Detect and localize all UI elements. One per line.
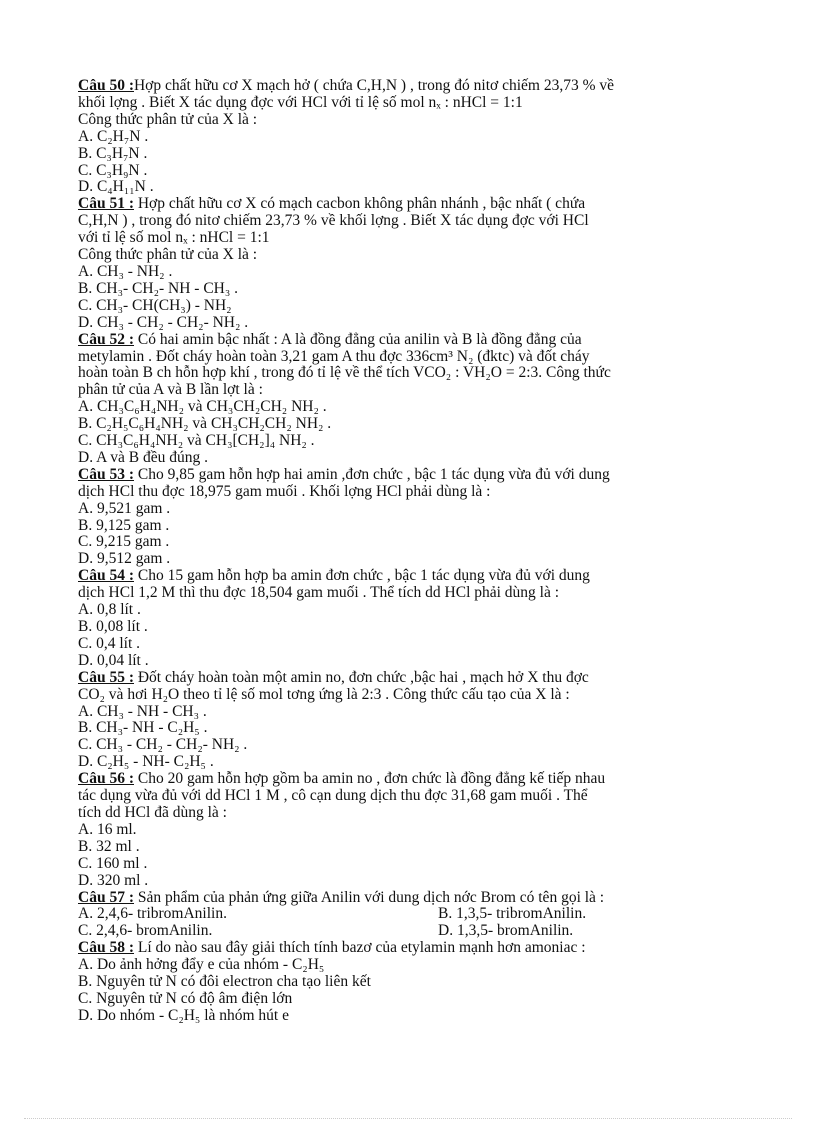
- q57-line-1: [78, 890, 738, 907]
- q53-option-d: D. 9,512 gam .: [78, 550, 171, 568]
- q56-text-2: tác dụng vừa đủ với dd HCl 1 M , cô cạn dung dịch thu đợc 31,68 gam muối . Thể: [78, 787, 588, 805]
- q54-option-b: B. 0,08 lít .: [78, 618, 148, 635]
- q55-label: Câu 55 :: [78, 668, 134, 686]
- q57-options-row-1: [78, 906, 738, 923]
- q54-label: Câu 54 :: [78, 567, 134, 585]
- q56-option-b: B. 32 ml .: [78, 837, 140, 855]
- q55-option-d: D. C₂H₅ - NH- C₂H₅ .: [78, 753, 214, 771]
- page-bottom-divider: [24, 1118, 792, 1119]
- q53-line-1: [78, 467, 738, 484]
- q55-option-b: B. CH₃- NH - C₂H₅ .: [78, 719, 208, 737]
- q51-text-1: Hợp chất hữu cơ X có mạch cacbon không phân nhánh , bậc nhất ( chứa: [133, 195, 586, 213]
- q57-option-d: D. 1,3,5- bromAnilin.: [438, 922, 574, 940]
- q55-line-1: [78, 670, 738, 687]
- q56-line-1: [78, 771, 738, 788]
- q53-option-b: B. 9,125 gam .: [78, 516, 170, 534]
- q50-option-d: D. C₄H₁₁N .: [78, 178, 154, 196]
- q58-text-1: Lí do nào sau đây giải thích tính bazơ của etylamin mạnh hơn amoniac :: [133, 939, 586, 957]
- q51-text-4: Công thức phân tử của X là :: [78, 246, 258, 264]
- q50-line-1: [78, 78, 738, 95]
- q52-text-2: metylamin . Đốt cháy hoàn toàn 3,21 gam A thu đợc 336cm³ N₂ (đktc) và đốt cháy: [78, 347, 590, 365]
- q50-option-b: B. C₃H₇N .: [78, 144, 148, 162]
- q58-option-c: C. Nguyên tử N có độ âm điện lớn: [78, 989, 293, 1007]
- q52-text-3: hoàn toàn B ch hỗn hợp khí , trong đó tỉ lệ về thể tích VCO₂ : VH₂O = 2:3. Công thức: [78, 364, 611, 382]
- q51-option-b: B. CH₃- CH₂- NH - CH₃ .: [78, 279, 239, 297]
- q50-text-3: Công thức phân tử của X là :: [78, 110, 258, 128]
- q52-label: Câu 52 :: [78, 330, 134, 348]
- q57-option-a: A. 2,4,6- tribromAnilin.: [78, 905, 227, 923]
- q57-label: Câu 57 :: [78, 888, 134, 906]
- document-page: [78, 78, 738, 1025]
- q57-option-b: B. 1,3,5- tribromAnilin.: [438, 905, 587, 923]
- q54-line-1: [78, 568, 738, 585]
- q51-option-d: D. CH₃ - CH₂ - CH₂- NH₂ .: [78, 313, 249, 331]
- q54-text-1: Cho 15 gam hỗn hợp ba amin đơn chức , bậc 1 tác dụng vừa đủ với dung: [133, 567, 590, 585]
- q56-text-1: Cho 20 gam hỗn hợp gồm ba amin no , đơn chức là đồng đẳng kế tiếp nhau: [133, 770, 606, 788]
- q55-option-c: C. CH₃ - CH₂ - CH₂- NH₂ .: [78, 736, 248, 754]
- q56-text-3: tích dd HCl đã dùng là :: [78, 803, 227, 821]
- q52-line-1: [78, 332, 738, 349]
- q54-option-a: A. 0,8 lít .: [78, 601, 141, 619]
- q50-option-c: C. C₃H₉N .: [78, 161, 148, 179]
- q53-text-2: dịch HCl thu đợc 18,975 gam muối . Khối lợng HCl phải dùng là :: [78, 482, 491, 500]
- q53-label: Câu 53 :: [78, 465, 134, 483]
- q51-option-c: C. CH₃- CH(CH₃) - NH₂: [78, 296, 232, 314]
- q54-option-d: D. 0,04 lít .: [78, 651, 149, 669]
- q51-option-a: A. CH₃ - NH₂ .: [78, 262, 173, 280]
- q55-text-2: CO₂ và hơi H₂O theo tỉ lệ số mol tơng ứng là 2:3 . Công thức cấu tạo của X là :: [78, 685, 570, 703]
- q56-option-c: C. 160 ml .: [78, 854, 148, 872]
- q51-label: Câu 51 :: [78, 195, 134, 213]
- q53-text-1: Cho 9,85 gam hỗn hợp hai amin ,đơn chức , bậc 1 tác dụng vừa đủ với dung: [133, 465, 610, 483]
- q52-option-c: C. CH₃C₆H₄NH₂ và CH₃[CH₂]₄ NH₂ .: [78, 432, 315, 450]
- q56-label: Câu 56 :: [78, 770, 134, 788]
- q52-text-1: Có hai amin bậc nhất : A là đồng đẳng của anilin và B là đồng đẳng của: [133, 330, 582, 348]
- q56-option-d: D. 320 ml .: [78, 871, 149, 889]
- q58-option-a: A. Do ảnh hởng đẩy e của nhóm - C₂H₅: [78, 956, 325, 974]
- q58-line-1: [78, 940, 738, 957]
- q51-line-1: [78, 196, 738, 213]
- q53-option-a: A. 9,521 gam .: [78, 499, 171, 517]
- q52-option-a: A. CH₃C₆H₄NH₂ và CH₃CH₂CH₂ NH₂ .: [78, 398, 327, 416]
- q50-text-2: khối lợng . Biết X tác dụng đợc với HCl với tỉ lệ số mol nₓ : nHCl = 1:1: [78, 93, 523, 111]
- q52-option-b: B. C₂H₅C₆H₄NH₂ và CH₃CH₂CH₂ NH₂ .: [78, 415, 332, 433]
- q57-text-1: Sản phẩm của phản ứng giữa Anilin với dung dịch nớc Brom có tên gọi là :: [133, 888, 605, 906]
- q51-text-2: C,H,N ) , trong đó nitơ chiếm 23,73 % về khối lợng . Biết X tác dụng đợc với HCl: [78, 212, 589, 230]
- q51-text-3: với tỉ lệ số mol nₓ : nHCl = 1:1: [78, 229, 270, 247]
- q55-text-1: Đốt cháy hoàn toàn một amin no, đơn chức ,bậc hai , mạch hở X thu đợc: [133, 668, 589, 686]
- q57-option-c: C. 2,4,6- bromAnilin.: [78, 922, 213, 940]
- q56-option-a: A. 16 ml.: [78, 820, 137, 838]
- q58-option-d: D. Do nhóm - C₂H₅ là nhóm hút e: [78, 1006, 289, 1024]
- q50-option-a: A. C₂H₇N .: [78, 127, 149, 145]
- q54-option-c: C. 0,4 lít .: [78, 634, 141, 652]
- q50-label: Câu 50 :: [78, 77, 134, 94]
- q54-text-2: dịch HCl 1,2 M thì thu đợc 18,504 gam muối . Thể tích dd HCl phải dùng là :: [78, 584, 560, 602]
- q52-text-4: phân tử của A và B lần lợt là :: [78, 381, 263, 399]
- q58-option-b: B. Nguyên tử N có đôi electron cha tạo liên kết: [78, 973, 371, 991]
- q58-label: Câu 58 :: [78, 939, 134, 957]
- q52-option-d: D. A và B đều đúng .: [78, 448, 209, 466]
- q53-option-c: C. 9,215 gam .: [78, 533, 170, 551]
- q50-text-1: Hợp chất hữu cơ X mạch hở ( chứa C,H,N ) , trong đó nitơ chiếm 23,73 % về: [133, 77, 615, 94]
- q57-options-row-2: [78, 923, 738, 940]
- q55-option-a: A. CH₃ - NH - CH₃ .: [78, 702, 207, 720]
